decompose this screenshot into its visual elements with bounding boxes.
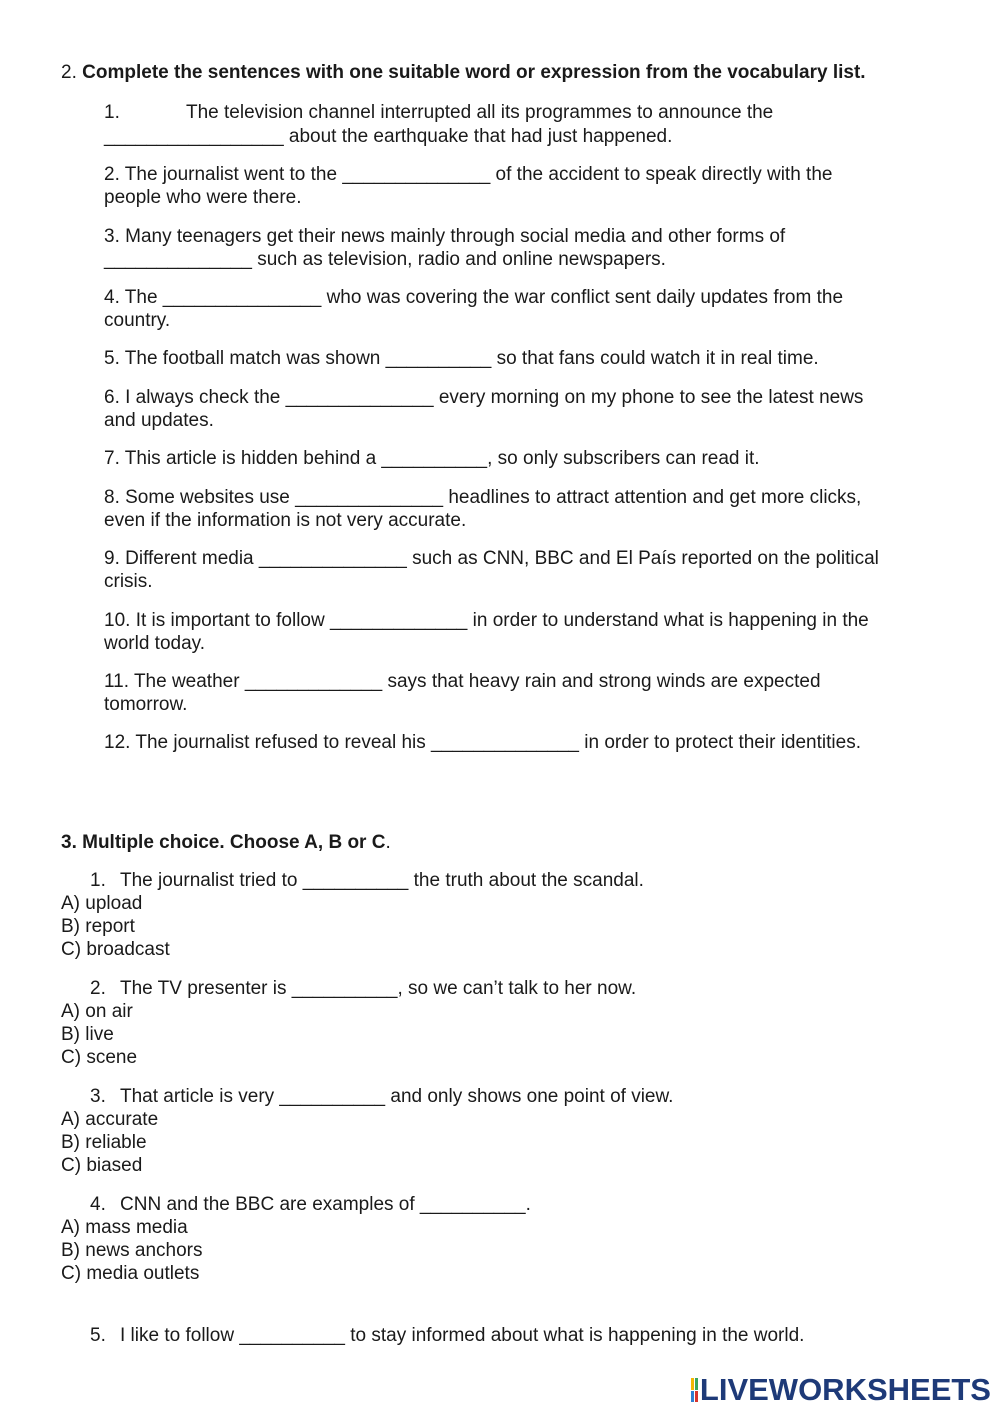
exercise-2-item-3 (104, 225, 934, 271)
exercise-2-item-10 (104, 609, 934, 655)
item-line-2: tomorrow. (104, 694, 188, 715)
exercise-2-item-1 (104, 101, 773, 148)
exercise-2-item-2 (104, 163, 934, 209)
option-a[interactable]: A) mass media (61, 1217, 188, 1238)
item-line-1: 5. The football match was shown __________ so that fans could watch it in real time. (104, 348, 819, 369)
section-2-number: 2. (61, 62, 77, 83)
question-text: I like to follow __________ to stay informed about what is happening in the world. (120, 1325, 805, 1346)
option-b[interactable]: B) live (61, 1024, 114, 1045)
option-c[interactable]: C) broadcast (61, 939, 170, 960)
item-line-1: 6. I always check the ______________ every morning on my phone to see the latest news (104, 387, 864, 408)
option-b[interactable]: B) report (61, 916, 135, 937)
mc-question-3 (90, 1085, 673, 1108)
item-line-2: even if the information is not very accurate. (104, 510, 467, 531)
item-line-1: 3. Many teenagers get their news mainly through social media and other forms of (104, 226, 786, 247)
item-line-2: country. (104, 310, 171, 331)
mc-question-5 (90, 1324, 804, 1347)
item-line-1: 8. Some websites use ______________ headlines to attract attention and get more clicks, (104, 487, 862, 508)
exercise-2-item-11 (104, 670, 934, 716)
logo-text: LIVEWORKSHEETS (699, 1372, 991, 1407)
logo-mark-icon (691, 1378, 698, 1402)
exercise-2-item-8 (104, 486, 934, 532)
item-line-1: 4. The _______________ who was covering the war conflict sent daily updates from the (104, 287, 844, 308)
section-3-title-end: . (385, 832, 391, 853)
item-line-2: world today. (104, 633, 206, 654)
option-b[interactable]: B) news anchors (61, 1240, 203, 1261)
option-c[interactable]: C) biased (61, 1155, 143, 1176)
question-number: 4. (90, 1194, 106, 1215)
item-line-1: 7. This article is hidden behind a __________, so only subscribers can read it. (104, 448, 760, 469)
exercise-2-item-7 (104, 447, 934, 470)
item-1-line-1: The television channel interrupted all its programmes to announce the (186, 102, 774, 123)
item-1-number: 1. (104, 102, 120, 123)
option-a[interactable]: A) accurate (61, 1109, 159, 1130)
item-line-2: people who were there. (104, 187, 302, 208)
item-line-2: and updates. (104, 410, 214, 431)
item-line-1: 9. Different media ______________ such as CNN, BBC and El País reported on the political (104, 548, 879, 569)
mc-question-4 (90, 1193, 531, 1216)
exercise-2-item-4 (104, 286, 934, 332)
question-number: 2. (90, 978, 106, 999)
item-line-1: 11. The weather _____________ says that heavy rain and strong winds are expected (104, 671, 821, 692)
liveworksheets-logo (691, 1374, 991, 1406)
mc-question-1-options (61, 892, 170, 961)
option-b[interactable]: B) reliable (61, 1132, 147, 1153)
mc-question-1 (90, 869, 644, 892)
question-number: 3. (90, 1086, 106, 1107)
question-text: CNN and the BBC are examples of __________. (120, 1194, 531, 1215)
exercise-2-item-5 (104, 347, 934, 370)
section-3-title: 3. Multiple choice. Choose A, B or C (61, 832, 386, 853)
section-3-heading (61, 831, 391, 854)
option-c[interactable]: C) scene (61, 1047, 138, 1068)
mc-question-4-options (61, 1216, 203, 1285)
exercise-2-item-6 (104, 386, 934, 432)
section-2-instruction: Complete the sentences with one suitable word or expression from the vocabulary list. (82, 62, 866, 83)
mc-question-3-options (61, 1108, 158, 1177)
item-line-1: 12. The journalist refused to reveal his ______________ in order to protect their identities. (104, 732, 861, 753)
question-text: The TV presenter is __________, so we can’t talk to her now. (120, 978, 637, 999)
question-text: The journalist tried to __________ the truth about the scandal. (120, 870, 644, 891)
option-c[interactable]: C) media outlets (61, 1263, 200, 1284)
option-a[interactable]: A) on air (61, 1001, 133, 1022)
item-line-1: 2. The journalist went to the ______________ of the accident to speak directly with the (104, 164, 833, 185)
question-number: 1. (90, 870, 106, 891)
exercise-2-item-9 (104, 547, 964, 593)
option-a[interactable]: A) upload (61, 893, 143, 914)
item-line-2: ______________ such as television, radio and online newspapers. (104, 249, 666, 270)
mc-question-2 (90, 977, 636, 1000)
item-line-1: 10. It is important to follow _____________ in order to understand what is happening in the (104, 610, 869, 631)
section-2-heading (61, 61, 866, 84)
question-number: 5. (90, 1325, 106, 1346)
mc-question-2-options (61, 1000, 137, 1069)
item-1-line-2: _________________ about the earthquake that had just happened. (104, 126, 673, 147)
exercise-2-item-12 (104, 731, 934, 754)
item-line-2: crisis. (104, 571, 153, 592)
question-text: That article is very __________ and only shows one point of view. (120, 1086, 674, 1107)
